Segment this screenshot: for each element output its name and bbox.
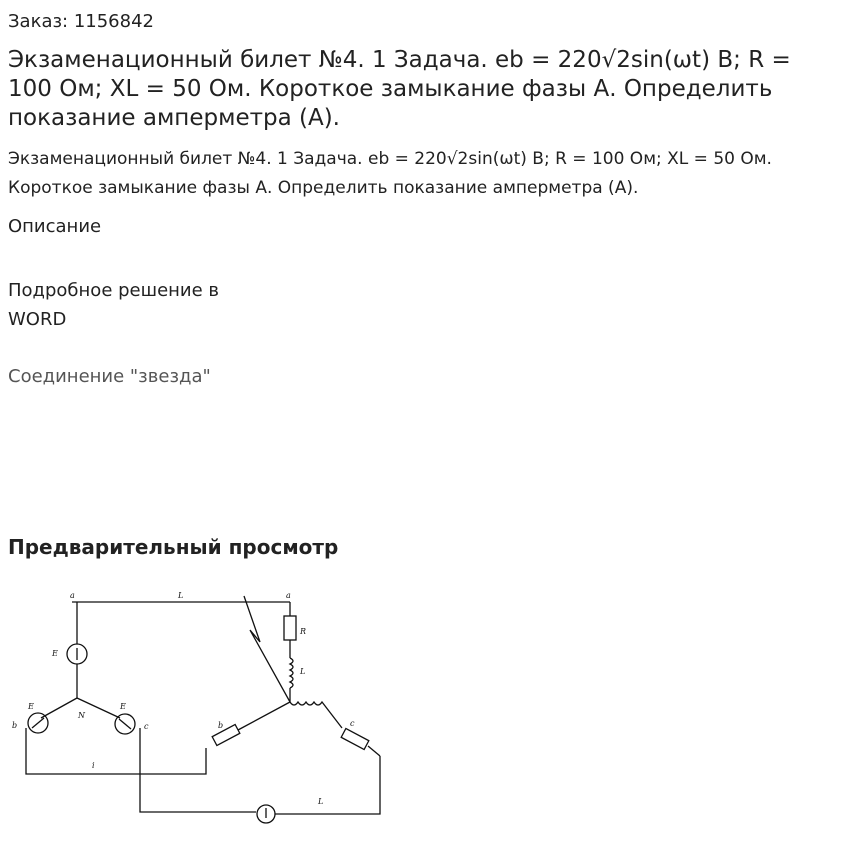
source-b-arrow <box>32 718 44 728</box>
description-connection-type: Соединение "звезда" <box>8 366 211 387</box>
problem-statement: Экзаменационный билет №4. 1 Задача. eb = 220√2sin(ωt) В; R = 100 Ом; XL = 50 Ом. Короткое замыкание фазы А. Определить показание амперметра (А). <box>8 149 772 198</box>
label-load-c: c <box>350 719 355 728</box>
label-source-b: E <box>28 702 34 711</box>
label-source-a: E <box>52 649 58 658</box>
load-c-inductor-icon <box>290 702 342 728</box>
source-b-wire <box>41 698 77 718</box>
line-c-wire <box>140 728 256 812</box>
label-bottom-current: i <box>92 761 95 770</box>
description-heading: Описание <box>8 216 102 237</box>
description-text-line1: Подробное решение в <box>8 280 220 301</box>
label-left-b: b <box>12 721 18 730</box>
label-resistor: R <box>300 627 307 636</box>
circuit-preview-image <box>8 578 392 840</box>
circuit-diagram <box>8 578 392 840</box>
load-c-resistor-icon <box>341 728 369 749</box>
load-b-resistor-icon <box>212 724 240 745</box>
description-text-line2: WORD <box>8 309 67 330</box>
line-c-return-wire <box>275 756 380 814</box>
inductor-icon <box>290 658 293 688</box>
label-load-b: b <box>218 721 224 730</box>
resistor-icon <box>284 616 296 640</box>
label-right-c: c <box>144 722 149 731</box>
label-neutral: N <box>78 711 85 720</box>
label-top-mid: L <box>178 591 184 600</box>
label-bottom-line: L <box>318 797 324 806</box>
label-inductor: L <box>300 667 306 676</box>
page-title: Экзаменационный билет №4. 1 Задача. eb = 220√2sin(ωt) В; R = 100 Ом; XL = 50 Ом. Короткое замыкание фазы А. Определить показание амперметра (А). <box>8 47 791 131</box>
label-top-left: a <box>70 591 75 600</box>
load-c-end-wire <box>368 746 380 756</box>
short-circuit-icon <box>244 596 290 702</box>
source-c-arrow <box>119 719 131 729</box>
label-top-right: a <box>286 591 291 600</box>
load-b-wire <box>238 702 290 730</box>
order-number: Заказ: 1156842 <box>8 11 154 32</box>
preview-heading: Предварительный просмотр <box>8 535 339 559</box>
line-b-wire <box>26 728 206 774</box>
label-source-c: E <box>120 702 126 711</box>
